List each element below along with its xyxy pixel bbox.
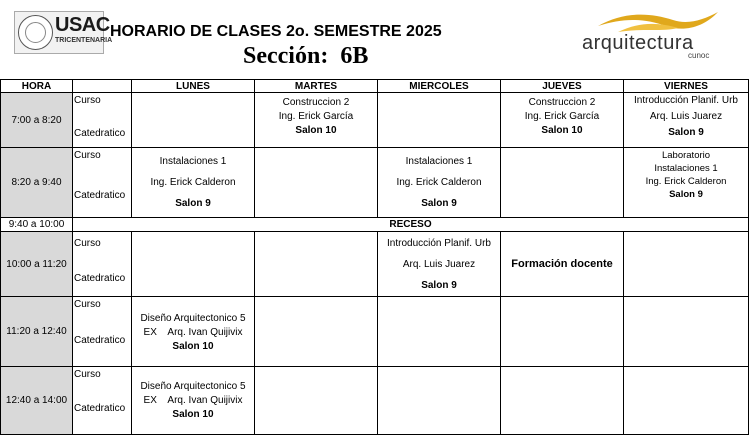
room-name: Salon 10 <box>541 125 583 136</box>
usac-logo-subtitle: TRICENTENARIA <box>55 37 113 44</box>
table-row <box>1 367 749 435</box>
course-note: Laboratorio <box>661 150 711 161</box>
course-name: Instalaciones 1 <box>654 163 718 174</box>
slot-jueves <box>501 93 624 148</box>
col-miercoles: MIERCOLES <box>378 80 501 93</box>
slot-lunes <box>132 93 255 148</box>
row-label-cell <box>73 367 132 435</box>
curso-label: Curso <box>74 299 101 310</box>
slot-viernes <box>624 232 749 297</box>
professor-name: Ing. Erick García <box>278 111 354 122</box>
room-name: Salon 10 <box>295 125 337 136</box>
arquitectura-wave-icon <box>578 8 728 34</box>
course-name: Formación docente <box>511 258 613 270</box>
slot-viernes <box>624 297 749 367</box>
professor-name: Arq. Luis Juarez <box>402 258 476 270</box>
slot-martes <box>255 297 378 367</box>
table-row <box>1 148 749 218</box>
course-name: Introducción Planif. Urb <box>387 237 491 249</box>
professor-name: EX Arq. Ivan Quijivix <box>143 395 243 406</box>
room-name: Salon 9 <box>421 198 457 209</box>
table-row <box>1 232 749 297</box>
section-label: Sección: 6B <box>243 43 369 69</box>
professor-name: Ing. Erick Calderon <box>150 177 236 188</box>
slot-lunes <box>132 367 255 435</box>
slot-jueves <box>501 367 624 435</box>
slot-miercoles <box>378 148 501 218</box>
slot-martes <box>255 232 378 297</box>
slot-viernes <box>624 148 749 218</box>
catedratico-label: Catedratico <box>74 128 126 139</box>
cunoc-logo-text: cunoc <box>688 51 710 60</box>
curso-label: Curso <box>74 238 101 249</box>
slot-viernes <box>624 367 749 435</box>
row-label-cell <box>73 93 132 148</box>
slot-lunes <box>132 297 255 367</box>
col-lunes: LUNES <box>132 80 255 93</box>
professor-name: Arq. Luis Juarez <box>649 111 723 122</box>
catedratico-label: Catedratico <box>74 273 126 284</box>
slot-miercoles <box>378 367 501 435</box>
curso-label: Curso <box>74 150 101 161</box>
table-row <box>1 93 749 148</box>
course-name: Diseño Arquitectonico 5 <box>140 313 246 324</box>
course-name: Diseño Arquitectonico 5 <box>140 381 246 392</box>
time-cell: 11:20 a 12:40 <box>1 297 73 367</box>
catedratico-label: Catedratico <box>74 335 126 346</box>
room-name: Salon 10 <box>172 341 214 352</box>
col-martes: MARTES <box>255 80 378 93</box>
time-cell: 9:40 a 10:00 <box>1 218 73 232</box>
time-cell: 12:40 a 14:00 <box>1 367 73 435</box>
slot-jueves <box>501 232 624 297</box>
room-name: Salon 9 <box>669 189 703 200</box>
table-row <box>1 297 749 367</box>
slot-lunes <box>132 148 255 218</box>
time-cell: 8:20 a 9:40 <box>1 148 73 218</box>
slot-miercoles <box>378 232 501 297</box>
curso-label: Curso <box>74 95 101 106</box>
professor-name: EX Arq. Ivan Quijivix <box>143 327 243 338</box>
room-name: Salon 10 <box>172 409 214 420</box>
col-hora: HORA <box>1 80 73 93</box>
course-name: Instalaciones 1 <box>405 156 473 167</box>
curso-label: Curso <box>74 369 101 380</box>
slot-jueves <box>501 297 624 367</box>
slot-lunes <box>132 232 255 297</box>
row-label-cell <box>73 232 132 297</box>
col-viernes: VIERNES <box>624 80 749 93</box>
row-label-cell <box>73 297 132 367</box>
catedratico-label: Catedratico <box>74 403 126 414</box>
slot-viernes <box>624 93 749 148</box>
course-name: Introducción Planif. Urb <box>634 95 738 106</box>
course-name: Instalaciones 1 <box>159 156 227 167</box>
usac-logo <box>14 11 113 54</box>
slot-miercoles <box>378 297 501 367</box>
arquitectura-logo-text: arquitectura <box>582 32 694 54</box>
slot-martes <box>255 148 378 218</box>
usac-seal-icon <box>18 15 53 50</box>
row-label-cell <box>73 148 132 218</box>
course-name: Construccion 2 <box>282 97 350 108</box>
professor-name: Ing. Erick Calderon <box>396 177 482 188</box>
slot-miercoles <box>378 93 501 148</box>
col-jueves: JUEVES <box>501 80 624 93</box>
slot-martes <box>255 93 378 148</box>
professor-name: Ing. Erick García <box>524 111 600 122</box>
usac-logo-text: USAC <box>55 14 110 36</box>
col-label <box>73 80 132 93</box>
table-row-receso <box>1 218 749 232</box>
course-name: Construccion 2 <box>528 97 596 108</box>
professor-name: Ing. Erick Calderon <box>645 176 727 187</box>
receso-label: RECESO <box>73 218 749 232</box>
time-cell: 10:00 a 11:20 <box>1 232 73 297</box>
catedratico-label: Catedratico <box>74 190 126 201</box>
slot-martes <box>255 367 378 435</box>
slot-jueves <box>501 148 624 218</box>
schedule-table <box>0 79 749 435</box>
page-title: HORARIO DE CLASES 2o. SEMESTRE 2025 <box>110 23 442 40</box>
time-cell: 7:00 a 8:20 <box>1 93 73 148</box>
room-name: Salon 9 <box>668 127 704 138</box>
room-name: Salon 9 <box>421 279 457 291</box>
room-name: Salon 9 <box>175 198 211 209</box>
header-row <box>1 80 749 93</box>
arquitectura-logo <box>578 8 728 60</box>
